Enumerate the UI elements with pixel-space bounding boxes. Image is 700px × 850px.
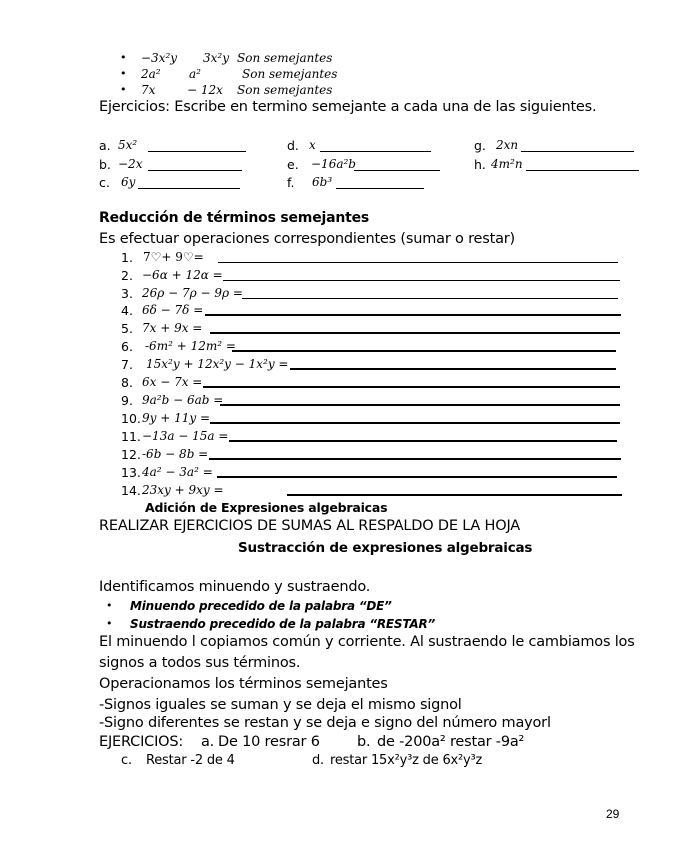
term-b: − 12x [187,83,223,97]
bullet-note: Son semejantes [237,83,333,97]
exercises-label: EJERCICIOS: [99,734,184,750]
item-expression: −6α + 12α = [142,268,223,282]
item-number: 7. [121,357,133,372]
item-expression: 9a²b − 6ab = [142,393,224,407]
item-expression: -6b − 8b = [142,447,209,461]
bullet-icon: • [120,67,127,80]
answer-line[interactable] [320,151,431,152]
answer-line[interactable] [203,386,620,388]
item-number: 9. [121,393,133,408]
answer-line[interactable] [209,458,621,460]
item-expression: 7x + 9x = [142,321,203,335]
answer-line[interactable] [287,494,622,496]
exercise-text: restar 15x²y³z de 6x²y³z [330,753,483,768]
exercise-text: De 10 resrar 6 [218,734,320,750]
term-a: −3x²y [141,51,178,65]
exercise-term: −16a²b [311,157,356,171]
reduction-title: Reducción de términos semejantes [99,210,370,226]
identify-text: Identificamos minuendo y sustraendo. [99,579,371,595]
exercise-label: h. [474,157,486,172]
item-expression: 6δ − 7δ = [142,303,204,317]
bullet-note: Son semejantes [242,67,338,81]
exercise-term: 6y [121,175,136,189]
item-number: 8. [121,375,133,390]
reduction-description: Es efectuar operaciones correspondientes (sumar o restar) [99,231,515,247]
item-number: 11. [121,429,141,444]
exercise-term: 4m²n [491,157,523,171]
exercise-label: a. [99,138,111,153]
answer-line[interactable] [220,404,620,406]
answer-line[interactable] [210,422,620,424]
answer-line[interactable] [138,188,240,189]
bullet-icon: • [120,51,127,64]
subtraction-title: Sustracción de expresiones algebraicas [238,540,533,556]
term-a: 7x [141,83,156,97]
item-expression: 6x − 7x = [142,375,203,389]
minuend-rule: Minuendo precedido de la palabra “DE” [130,599,392,613]
explanation-line-2: signos a todos sus términos. [99,655,301,671]
item-number: 6. [121,339,133,354]
answer-line[interactable] [223,280,620,281]
bullet-icon: • [120,83,127,96]
page-number: 29 [606,807,620,821]
exercise-label: d. [312,753,324,768]
bullet-icon: • [106,599,113,612]
answer-line[interactable] [229,440,617,442]
exercise-label: f. [287,175,295,190]
answer-line[interactable] [205,314,621,316]
exercise-term: 5x² [118,138,138,152]
item-expression: 7♡+ 9♡= [143,250,204,264]
item-number: 4. [121,303,133,318]
answer-line[interactable] [210,332,620,334]
item-expression: 15x²y + 12x²y − 1x²y = [146,357,289,371]
item-expression: -6m² + 12m² = [145,339,236,353]
exercise-label: e. [287,157,299,172]
operate-text: Operacionamos los términos semejantes [99,676,388,692]
item-number: 5. [121,321,133,336]
item-expression: 26ρ − 7ρ − 9ρ = [142,286,243,300]
exercise-term: −2x [118,157,143,171]
exercise-heading: Ejercicios: Escribe en termino semejante a cada una de las siguientes. [99,99,597,115]
item-number: 1. [121,250,133,265]
answer-line[interactable] [290,368,616,370]
bullet-note: Son semejantes [237,51,333,65]
exercise-label: b. [357,734,371,750]
addition-title: Adición de Expresiones algebraicas [145,500,388,515]
item-expression: 23xy + 9xy = [142,483,224,497]
term-b: a² [189,67,201,81]
item-expression: 4a² − 3a² = [142,465,213,479]
answer-line[interactable] [148,170,242,171]
term-a: 2a² [141,67,161,81]
answer-line[interactable] [148,151,246,152]
explanation-line-1: El minuendo l copiamos común y corriente. Al sustraendo le cambiamos los [99,634,635,650]
answer-line[interactable] [217,476,617,478]
exercise-label: c. [99,175,110,190]
item-expression: 9y + 11y = [142,411,211,425]
answer-line[interactable] [521,151,634,152]
item-expression: −13a − 15a = [142,429,229,443]
exercise-text: Restar -2 de 4 [146,753,235,768]
addition-instruction: REALIZAR EJERCICIOS DE SUMAS AL RESPALDO DE LA HOJA [99,518,521,534]
exercise-term: x [309,138,316,152]
answer-line[interactable] [218,262,618,263]
exercise-label: a. [201,734,215,750]
bullet-icon: • [106,617,113,630]
answer-line[interactable] [242,298,618,299]
exercise-label: c. [121,753,132,768]
exercise-term: 6b³ [312,175,333,189]
exercise-label: b. [99,157,111,172]
item-number: 10. [121,411,141,426]
item-number: 2. [121,268,133,283]
item-number: 14. [121,483,141,498]
rule-different-signs: -Signo diferentes se restan y se deja e signo del número mayorl [99,715,551,731]
answer-line[interactable] [526,170,639,171]
answer-line[interactable] [354,170,440,171]
item-number: 3. [121,286,133,301]
exercise-label: g. [474,138,486,153]
item-number: 13. [121,465,141,480]
answer-line[interactable] [232,350,616,352]
rule-same-signs: -Signos iguales se suman y se deja el mismo signol [99,697,462,713]
exercise-term: 2xn [496,138,519,152]
term-b: 3x²y [203,51,229,65]
answer-line[interactable] [336,188,424,189]
exercise-label: d. [287,138,299,153]
subtrahend-rule: Sustraendo precedido de la palabra “RESTAR” [130,617,436,631]
exercise-text: de -200a² restar -9a² [377,734,525,750]
item-number: 12. [121,447,141,462]
